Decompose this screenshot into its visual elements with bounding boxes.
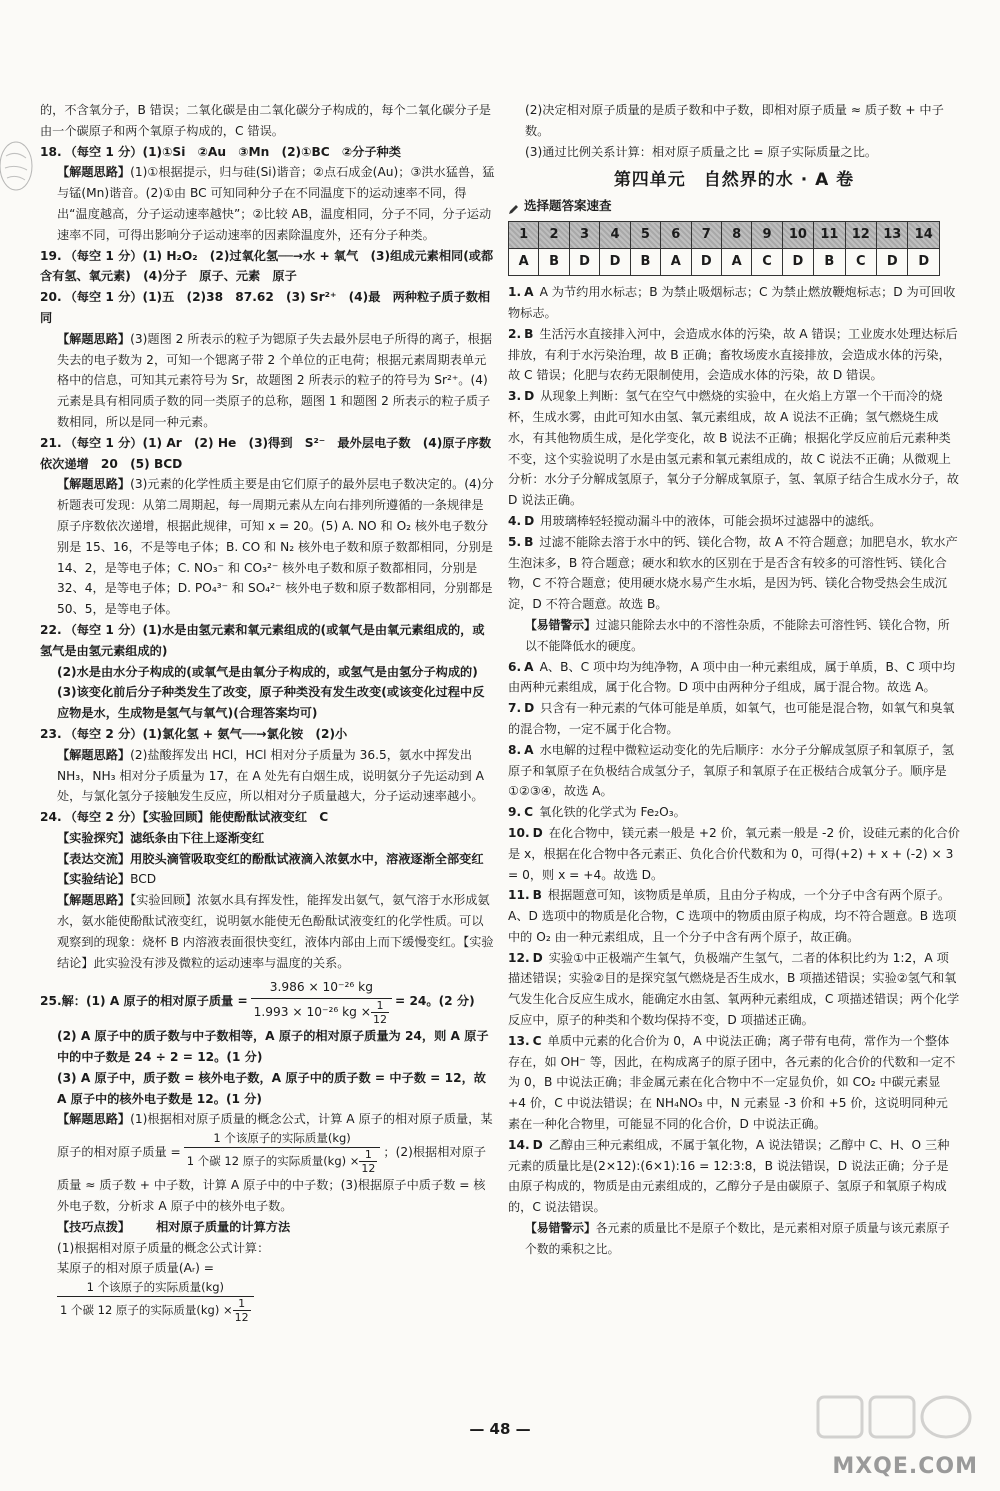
item-answer: D (524, 389, 535, 404)
paragraph-text: (2)水是由水分子构成的(或氧气是由氧分子构成的，或氢气是由氢分子构成的) (57, 664, 478, 679)
denominator-text: 1.993 × 10⁻²⁶ kg × (253, 1005, 371, 1020)
item-text: （每空 1 分）(1)①Si ②Au ③Mn (2)①BC ②分子种类 (64, 144, 401, 159)
thinking-fraction (184, 1130, 381, 1175)
item-answer: C (532, 1033, 542, 1048)
item-number: 14. (508, 1137, 530, 1152)
answer-cell: D (908, 249, 940, 276)
answer-item (508, 657, 960, 699)
ink-stamp-mark (0, 138, 40, 194)
tip-fraction-line (40, 1279, 495, 1324)
explanation-paragraph (40, 682, 495, 724)
section-tag: 【易错警示】 (525, 617, 596, 632)
answer-cell: D (877, 249, 908, 276)
item-answer: B (524, 534, 534, 549)
item-answer: D (532, 825, 543, 840)
explanation-paragraph (40, 162, 495, 245)
explanation-paragraph (40, 869, 495, 890)
answer-item (508, 386, 960, 511)
answer-cell: D (782, 249, 813, 276)
question-number-cell: 2 (539, 222, 569, 249)
answer-item (508, 324, 960, 386)
question-number-cell: 12 (845, 222, 876, 249)
thinking-text: (1)根据相对原子质量的概念公式，计算 A 原子的相对原子质量，某原子的相对原子质量 = (57, 1112, 493, 1160)
q25-tail: = 24。(2 分) (394, 994, 475, 1009)
section-tag: 【易错警示】 (525, 1221, 596, 1236)
paragraph-text: (2)盐酸挥发出 HCl，HCl 相对分子质量为 36.5，氨水中挥发出 NH₃，NH₃ 相对分子质量为 17，在 A 处先有白烟生成，说明氨分子先运动到 A 处，与氯化氢分子接触发生反应，所以相对分子质量越大，分子运动速率越小。 (57, 747, 484, 804)
answer-item (508, 740, 960, 802)
section-tag: 【解题思路】 (57, 1112, 131, 1127)
answer-item (508, 282, 960, 324)
section-tag: 【解题思路】 (57, 893, 131, 908)
paragraph-text: (3)题图 2 所表示的粒子为锶原子失去最外层电子所得的离子，根据失去的电子数为 2，可知一个锶离子带 2 个单位的正电荷；根据元素周期表单元格中的信息，可知其元素符号为 Sr，故题图 2 所表示的粒子的符号为 Sr²⁺。(4)元素是具有相同质子数的同一类原子的总称，题图 1 和题图 2 所表示的粒子质子数相同，所以是同一种元素。 (57, 331, 492, 429)
item-answer: C (524, 805, 534, 820)
tip-line-2 (40, 1258, 495, 1279)
item-number: 2. (508, 326, 522, 341)
item-answer: B (532, 888, 542, 903)
paragraph-text: (1)①根据提示，归与硅(Si)谐音；②点石成金(Au)；③洪水猛兽，猛与锰(Mn)谐音。(2)①由 BC 可知同种分子在不同温度下的运动速率不同，得出“温度越高，分子运动速率越快”；②比较 AB，温度相同，分子不同，分子运动速率不同，可得出影响分子运动速率的因素除温度外，还有分子种类。 (57, 165, 495, 242)
answer-cell: B (539, 249, 569, 276)
fraction-numerator: 3.986 × 10⁻²⁶ kg (251, 977, 392, 999)
answer-item (40, 142, 495, 163)
question-number-cell: 7 (691, 222, 721, 249)
warning-note (508, 615, 960, 657)
q25-part2: (2) A 原子中的质子数与中子数相等，A 原子的相对原子质量为 24，则 A 原子中的中子数是 24 ÷ 2 = 12。(1 分) (57, 1029, 489, 1065)
item-number: 8. (508, 742, 522, 757)
item-number: 23. (40, 726, 62, 741)
denominator-text: 1 个碳 12 原子的实际质量(kg) × (186, 1154, 360, 1169)
item-answer: D (532, 1137, 543, 1152)
question-number-cell: 1 (509, 222, 539, 249)
question-number-cell: 11 (814, 222, 845, 249)
right-column (508, 100, 960, 1260)
item-text: A 为节约用水标志；B 为禁止吸烟标志；C 为禁止燃放鞭炮标志；D 为可回收物标志。 (508, 285, 956, 320)
answer-quick-check-label: 选择题答案速查 (524, 198, 612, 214)
answer-item (40, 287, 495, 329)
item-number: 24. (40, 810, 62, 825)
item-number: 22. (40, 622, 62, 637)
small-fraction (371, 999, 389, 1026)
small-numerator: 1 (233, 1297, 251, 1311)
paragraph-text: (3)元素的化学性质主要是由它们原子的最外层电子数决定的。(4)分析题表可发现：从第二周期起，每一周期元素从左向右排列所遵循的一条规律是原子序数依次递增，根据此规律，可知 x = 20。(5) A. NO 和 O₂ 核外电子数分别是 15、16，不是等电子体；B. CO 和 N₂ 核外电子数和原子数都相同，分别是 14、2，是等电子体；C. NO₃⁻ 和 CO₃²⁻ 核外电子数和原子数都相同，分别是 32、4，是等电子体；D. PO₄³⁻ 和 SO₄²⁻ 核外电子数和原子数都相同，分别都是 50、5，是等电子体。 (57, 477, 494, 617)
item-text: 水电解的过程中微粒运动变化的先后顺序：水分子分解成氢原子和氧原子，氢原子和氧原子在负极结合成氢分子，氧原子和氧原子在正极结合成氧分子。顺序是①②③④，故选 A。 (508, 742, 954, 799)
q25-part3: (3) A 原子中，质子数 = 核外电子数，A 原子中的质子数 = 中子数 = 12，故 A 原子中的核外电子数是 12。(1 分) (57, 1070, 486, 1106)
paragraph-text: 用胶头滴管吸取变红的酚酞试液滴入浓氨水中，溶液逐渐全部变红 (130, 851, 484, 866)
item-number: 19. (40, 248, 62, 263)
answer-item (508, 532, 960, 615)
explanation-paragraph (40, 890, 495, 973)
small-denominator: 12 (372, 1013, 387, 1027)
item-text: （每空 2 分）【实验回顾】能使酚酞试液变红 C (64, 810, 329, 825)
answer-item (40, 433, 495, 475)
question-number-cell: 6 (661, 222, 691, 249)
answer-table-number-row (509, 222, 940, 249)
item-text: （每空 1 分）(1)水是由氢元素和氧元素组成的(或氧气是由氧元素组成的，或氢气是由氢元素组成的) (40, 622, 485, 658)
answer-item (40, 246, 495, 288)
item-number: 4. (508, 513, 522, 528)
fraction-numerator: 1 个该原子的实际质量(kg) (184, 1130, 381, 1148)
item-number: 7. (508, 701, 522, 716)
item-number: 5. (508, 534, 522, 549)
question-number-cell: 13 (877, 222, 908, 249)
continued-text: 的，不含氧分子，B 错误；二氧化碳是由二氧化碳分子构成的，每个二氧化碳分子是由一个碳原子和两个氧原子构成的，C 错误。 (40, 103, 491, 138)
item-number: 11. (508, 888, 530, 903)
answer-quick-check-header (508, 196, 960, 217)
section-tag: 【解题思路】 (57, 477, 131, 492)
small-fraction (359, 1148, 377, 1175)
answer-cell: D (600, 249, 630, 276)
answer-item (508, 885, 960, 947)
answer-cell: D (691, 249, 721, 276)
item-answer: B (524, 326, 534, 341)
item-text: 氧化铁的化学式为 Fe₂O₃。 (539, 805, 686, 820)
fraction-denominator (57, 1297, 254, 1324)
q25-thinking (40, 1109, 495, 1216)
item-number: 3. (508, 389, 522, 404)
small-denominator: 12 (234, 1311, 249, 1325)
fraction-numerator: 1 个该原子的实际质量(kg) (57, 1279, 254, 1297)
answer-cell: B (814, 249, 845, 276)
explanation-paragraph (40, 849, 495, 870)
small-fraction (233, 1297, 251, 1324)
answer-item (508, 1135, 960, 1218)
item-number: 6. (508, 659, 522, 674)
item-text: 过滤不能除去溶于水中的钙、镁化合物，故 A 不符合题意；加肥皂水，软水产生泡沫多，B 符合题意；硬水和软水的区别在于是否含有较多的可溶性钙、镁化合物，C 不符合题意；使用硬水烧水易产生水垢，是因为钙、镁化合物受热会生成沉淀，D 不符合题意。故选 B。 (508, 534, 958, 612)
section-tag: 【解题思路】 (57, 165, 131, 180)
q25-fraction (251, 977, 392, 1026)
item-number: 13. (508, 1033, 530, 1048)
item-answer: A (524, 742, 534, 757)
answer-cell: B (630, 249, 660, 276)
item-answer: D (532, 950, 543, 965)
question-25 (40, 977, 495, 1324)
item-text: 生活污水直接排入河中，会造成水体的污染，故 A 错误；工业废水处理达标后排放，有利于水污染治理，故 B 正确；畜牧场废水直接排放，会造成水体的污染，故 C 错误；化肥与农药无限制使用，会造成水体的污染，故 D 错误。 (508, 326, 958, 383)
watermark-text: MXQE.COM (832, 1454, 978, 1479)
answer-item (508, 802, 960, 823)
section-tag: 【技巧点拨】 (57, 1219, 131, 1234)
item-text: A、B、C 项中均为纯净物，A 项中由一种元素组成，属于单质，B、C 项中均由两种元素组成，属于化合物。D 项中由两种分子组成，属于混合物。故选 A。 (508, 659, 956, 695)
item-number: 18. (40, 144, 62, 159)
answer-cell: A (721, 249, 751, 276)
answer-item (508, 1031, 960, 1135)
warning-text: 各元素的质量比不是原子个数比，是元素相对原子质量与该元素原子个数的乘积之比。 (525, 1221, 950, 1256)
item-number: 10. (508, 825, 530, 840)
tip-line-1: (1)根据相对原子质量的概念公式计算： (57, 1240, 270, 1255)
section-tag: 【表达交流】 (57, 851, 131, 866)
q25-lead: 解：(1) A 原子的相对原子质量 = (61, 994, 248, 1009)
right-answer-list (508, 282, 960, 1259)
thinking-text-2: ；(2)根据相对原子质量 ≈ 质子数 + 中子数，计算 A 原子中的中子数；(3)根据原子中质子数 = 核外电子数，分析求 A 原子中的核外电子数。 (57, 1145, 486, 1214)
item-text: 实验①中正极端产生氧气，负极端产生氢气，二者的体积比约为 1:2，A 项描述错误；实验②目的是探究氢气燃烧是否生成水，B 项描述错误；实验②氢气和氧气发生化合反应生成水，能确定水由氢、氧两种元素组成，C 项描述错误；两个化学反应中，原子的种类和个数均保持不变，D 项描述正确。 (508, 950, 960, 1028)
warning-text: 过滤只能除去水中的不溶性杂质，不能除去可溶性钙、镁化合物，所以不能降低水的硬度。 (525, 617, 950, 653)
answer-item (508, 698, 960, 740)
question-number-cell: 5 (630, 222, 660, 249)
tip-text: 某原子的相对原子质量(Aᵣ) = (57, 1261, 214, 1276)
question-number-cell: 10 (782, 222, 813, 249)
item-text: （每空 1 分）(1) H₂O₂ (2)过氧化氢──→水 + 氧气 (3)组成元素相同(或都含有氢、氧元素) (4)分子 原子、元素 原子 (40, 248, 494, 284)
answer-cell: C (752, 249, 782, 276)
item-answer: A (524, 285, 534, 300)
item-number: 12. (508, 950, 530, 965)
item-number: 20. (40, 290, 62, 305)
explanation-paragraph (40, 745, 495, 807)
paragraph-text: (3)该变化前后分子种类发生了改变，原子种类没有发生改变(或该变化过程中反应物是水，生成物是氢气与氧气)(合理答案均可) (57, 685, 485, 721)
denominator-text: 1 个碳 12 原子的实际质量(kg) × (60, 1303, 233, 1318)
item-answer: D (524, 701, 535, 716)
answer-item (40, 724, 495, 745)
section-tag: 【实验探究】 (57, 830, 131, 845)
item-text: （每空 1 分）(1) Ar (2) He (3)得到 S²⁻ 最外层电子数 (4)原子序数依次递增 20 (5) BCD (40, 435, 492, 471)
item-answer: D (524, 513, 535, 528)
small-denominator: 12 (361, 1162, 376, 1176)
answer-item (40, 807, 495, 828)
answer-cell: A (509, 249, 539, 276)
section-tag: 【解题思路】 (57, 747, 131, 762)
explanation-paragraph (40, 329, 495, 433)
paragraph-text: 滤纸条由下往上逐渐变红 (130, 830, 265, 845)
item-text: （每空 1 分）(1)五 (2)38 87.62 (3) Sr²⁺ (4)最 两种粒子质子数相同 (40, 290, 491, 325)
item-text: 单质中元素的化合价为 0，A 中说法正确；离子带有电荷，常作为一个整体存在，如 OH⁻ 等，因此，在构成离子的原子团中，各元素的化合价的代数和一定不为 0，B 中说法正确；非金属元素在化合物中不一定显负价，如 CO₂ 中碳元素显 +4 价，C 中说法错误；在 NH₄NO₃ 中，N 元素显 -3 价和 +5 价，这说明同种元素在一种化合物里，可能显不同的化合价，D 中说法正确。 (508, 1033, 956, 1132)
warning-note (508, 1218, 960, 1260)
answer-table (508, 221, 940, 276)
unit-title: 第四单元 自然界的水 · A 卷 (613, 170, 855, 191)
question-number-cell: 8 (721, 222, 751, 249)
item-text: 在化合物中，镁元素一般是 +2 价，氧元素一般是 -2 价，设硅元素的化合价是 x，根据在化合物中各元素正、负化合价代数和为 0，可得(+2) + x + (-2) × 3 = 0，则 x = +4。故选 D。 (508, 825, 960, 882)
answer-cell: D (569, 249, 599, 276)
item-number: 9. (508, 805, 522, 820)
question-number-cell: 3 (569, 222, 599, 249)
page-number: — 48 — (469, 1420, 531, 1438)
answer-table-answer-row (509, 249, 940, 276)
answer-item (508, 823, 960, 885)
item-text: 从现象上判断：氢气在空气中燃烧的实验中，在火焰上方罩一个干而冷的烧杯，生成水雾，由此可知水由氢、氧元素组成，故 A 说法不正确；氢气燃烧生成水，有其他物质生成，是化学变化，故 B 说法不正确；根据化学反应前后元素种类不变，这个实验说明了水是由氢元素和氧元素组成的，故 C 说法不正确；从微观上分析：水分子分解成氢原子，氧分子分解成氧原子，氢、氧原子结合生成水分子，故 D 说法正确。 (508, 389, 959, 508)
paragraph-text: 【实验回顾】浓氨水具有挥发性，能挥发出氨气，氨气溶于水形成氨水，氨水能使酚酞试液变红，说明氨水能使无色酚酞试液变红的化学性质。可以观察到的现象：烧杯 B 内溶液表面很快变红，液体内部由上而下缓慢变红。【实验结论】此实验没有涉及微粒的运动速率与温度的关系。 (57, 893, 494, 970)
answer-item (40, 620, 495, 662)
question-number-cell: 4 (600, 222, 630, 249)
fraction-denominator (184, 1148, 381, 1175)
item-number: 25. (40, 994, 62, 1009)
question-number-cell: 14 (908, 222, 940, 249)
fraction-denominator (251, 999, 392, 1026)
item-text: 根据题意可知，该物质是单质，且由分子构成，一个分子中含有两个原子。A、D 选项中的物质是化合物，C 选项中的物质由原子构成，均不符合题意。B 选项中的 O₂ 由一种元素组成，且一个分子中含有两个原子，故正确。 (508, 888, 957, 944)
small-numerator: 1 (371, 999, 389, 1013)
answer-cell: A (661, 249, 691, 276)
section-tag: 【解题思路】 (57, 331, 131, 346)
q25-tip-header (40, 1217, 495, 1238)
answer-item (508, 948, 960, 1031)
explanation-paragraph (40, 662, 495, 683)
tip-title: 相对原子质量的计算方法 (156, 1219, 291, 1234)
paragraph-text: BCD (130, 872, 157, 887)
pencil-icon (508, 201, 520, 213)
q25-formula-line (40, 977, 495, 1026)
right-top-continuation (508, 100, 960, 162)
item-text: 用玻璃棒轻轻搅动漏斗中的液体，可能会损坏过滤器中的滤纸。 (540, 513, 882, 528)
left-column (40, 100, 495, 1324)
explanation-paragraph (40, 828, 495, 849)
small-numerator: 1 (359, 1148, 377, 1162)
section-tag: 【实验结论】 (57, 872, 131, 887)
item-text: 只含有一种元素的气体可能是单质，如氧气，也可能是混合物，如氧气和臭氧的混合物，一定不属于化合物。 (508, 701, 955, 736)
answer-item (508, 511, 960, 532)
continued-text: (3)通过比例关系计算：相对原子质量之比 = 原子实际质量之比。 (525, 144, 878, 159)
continued-text: (2)决定相对原子质量的是质子数和中子数，即相对原子质量 ≈ 质子数 + 中子数。 (525, 103, 944, 138)
tip-fraction (57, 1279, 254, 1324)
answer-cell: C (845, 249, 876, 276)
item-text: 乙醇由三种元素组成，不属于氧化物，A 说法错误；乙醇中 C、H、O 三种元素的质量比是(2×12):(6×1):16 = 12:3:8，B 说法错误，D 说法正确；分子是由原子构成的，物质是由元素组成的，乙醇分子是由碳原子、氢原子和氧原子构成的，C 说法错误。 (508, 1137, 950, 1215)
item-answer: A (524, 659, 534, 674)
item-number: 21. (40, 435, 62, 450)
question-number-cell: 9 (752, 222, 782, 249)
explanation-paragraph (40, 474, 495, 620)
item-number: 1. (508, 285, 522, 300)
item-text: （每空 2 分）(1)氯化氢 + 氨气──→氯化铵 (2)小 (64, 726, 348, 741)
